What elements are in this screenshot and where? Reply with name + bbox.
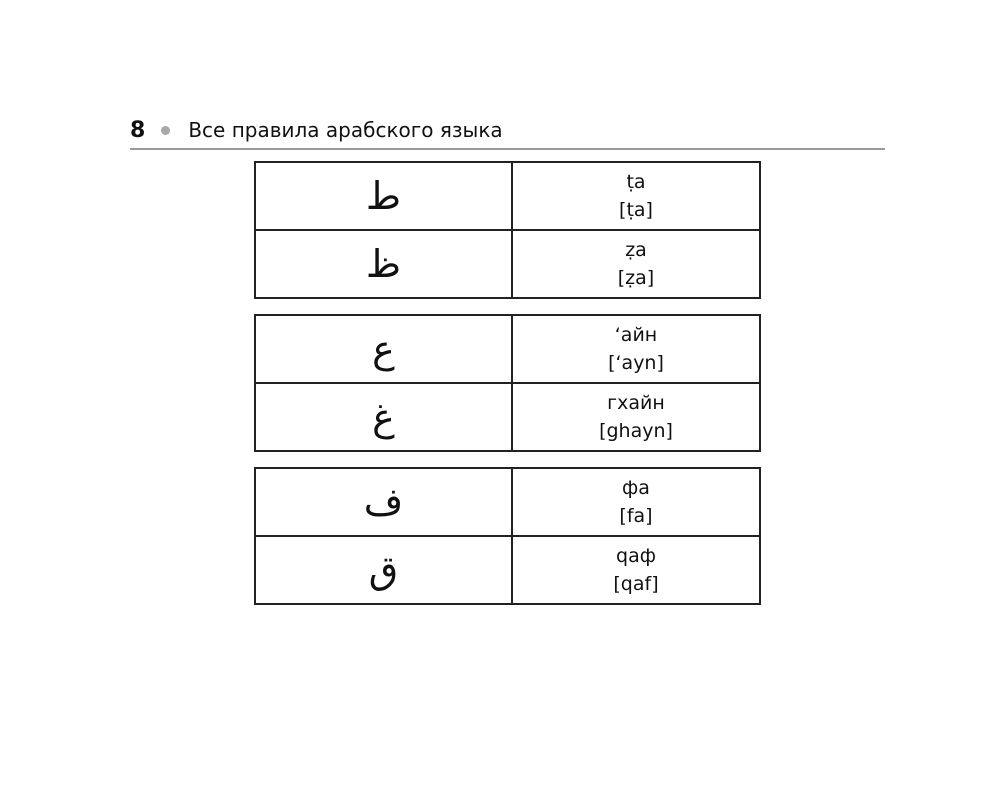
letter-name: ‘айн <box>614 324 658 346</box>
arabic-letter: غ <box>372 395 395 439</box>
arabic-letter: ظ <box>365 242 402 286</box>
letter-cell <box>255 315 512 383</box>
table-row <box>255 536 760 604</box>
name-cell <box>512 383 760 451</box>
letter-cell <box>255 468 512 536</box>
name-cell <box>512 230 760 298</box>
letter-transliteration: [ẓa] <box>617 267 655 289</box>
arabic-letter: ق <box>368 548 399 592</box>
arabic-letter: ع <box>372 327 395 371</box>
alphabet-table-group-1 <box>254 161 761 299</box>
table-row <box>255 315 760 383</box>
table-row <box>255 162 760 230</box>
arabic-letter: ف <box>363 480 404 524</box>
letter-cell <box>255 230 512 298</box>
letter-name: qaф <box>616 545 656 567</box>
name-cell <box>512 468 760 536</box>
name-cell <box>512 162 760 230</box>
alphabet-table-group-3 <box>254 467 761 605</box>
bullet-icon <box>161 126 170 135</box>
letter-transliteration: [qaf] <box>613 573 659 595</box>
letter-name: ẓa <box>625 239 647 261</box>
letter-name: фа <box>622 477 650 499</box>
letter-cell <box>255 162 512 230</box>
letter-name: ṭa <box>626 171 646 193</box>
letter-name: гхайн <box>607 392 665 414</box>
name-cell <box>512 315 760 383</box>
page-number: 8 <box>130 117 146 143</box>
running-header-title: Все правила арабского языка <box>188 118 503 142</box>
letter-transliteration: [ṭa] <box>619 199 653 221</box>
letter-cell <box>255 383 512 451</box>
arabic-letter: ط <box>365 174 402 218</box>
letter-transliteration: [ghayn] <box>599 420 673 442</box>
letter-transliteration: [‘ayn] <box>608 352 664 374</box>
running-header <box>130 112 885 150</box>
table-row <box>255 468 760 536</box>
letter-cell <box>255 536 512 604</box>
table-row <box>255 383 760 451</box>
name-cell <box>512 536 760 604</box>
table-row <box>255 230 760 298</box>
alphabet-table-group-2 <box>254 314 761 452</box>
letter-transliteration: [fa] <box>619 505 653 527</box>
